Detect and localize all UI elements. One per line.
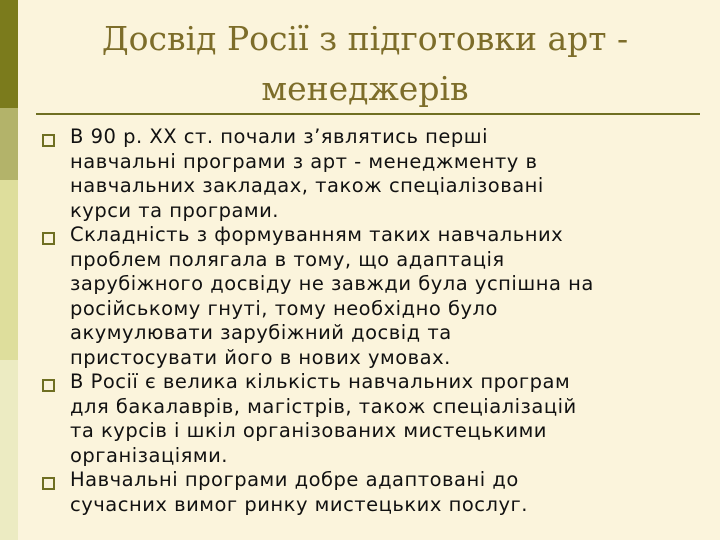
side-bar-segment-lightest	[0, 360, 18, 540]
slide-title-line-2: менеджерів	[261, 69, 469, 108]
title-divider	[36, 113, 700, 115]
bullet-item	[38, 370, 708, 468]
slide-title	[40, 14, 690, 114]
hollow-square-bullet-icon	[42, 477, 55, 490]
hollow-square-bullet-icon	[42, 379, 55, 392]
bullet-item	[38, 468, 708, 517]
side-bar-segment-mid	[0, 108, 18, 180]
slide-title-line-1: Досвід Росії з підготовки арт -	[101, 19, 629, 58]
side-bar-segment-light	[0, 180, 18, 360]
side-bar-segment-dark	[0, 0, 18, 108]
bullet-text: Навчальні програми добре адаптовані до сучасних вимог ринку мистецьких послуг.	[70, 468, 528, 516]
bullet-text: Складність з формуванням таких навчальних проблем полягала в тому, що адаптація зарубіжного досвіду не завжди була успішна на російському гнуті, тому необхідно було акумулювати зарубіжний досвід та пристосувати його в нових умовах.	[70, 223, 594, 369]
bullet-text: В Росії є велика кількість навчальних програм для бакалаврів, магістрів, також спеціалізацій та курсів і шкіл організованих мистецькими організаціями.	[70, 370, 577, 467]
bullet-text: В 90 р. ХХ ст. почали з’являтись перші навчальні програми з арт - менеджменту в навчальних закладах, також спеціалізовані курси та програми.	[70, 125, 544, 222]
bullet-item	[38, 223, 708, 370]
bullet-item	[38, 125, 708, 223]
hollow-square-bullet-icon	[42, 134, 55, 147]
bullet-list	[38, 125, 708, 517]
hollow-square-bullet-icon	[42, 232, 55, 245]
